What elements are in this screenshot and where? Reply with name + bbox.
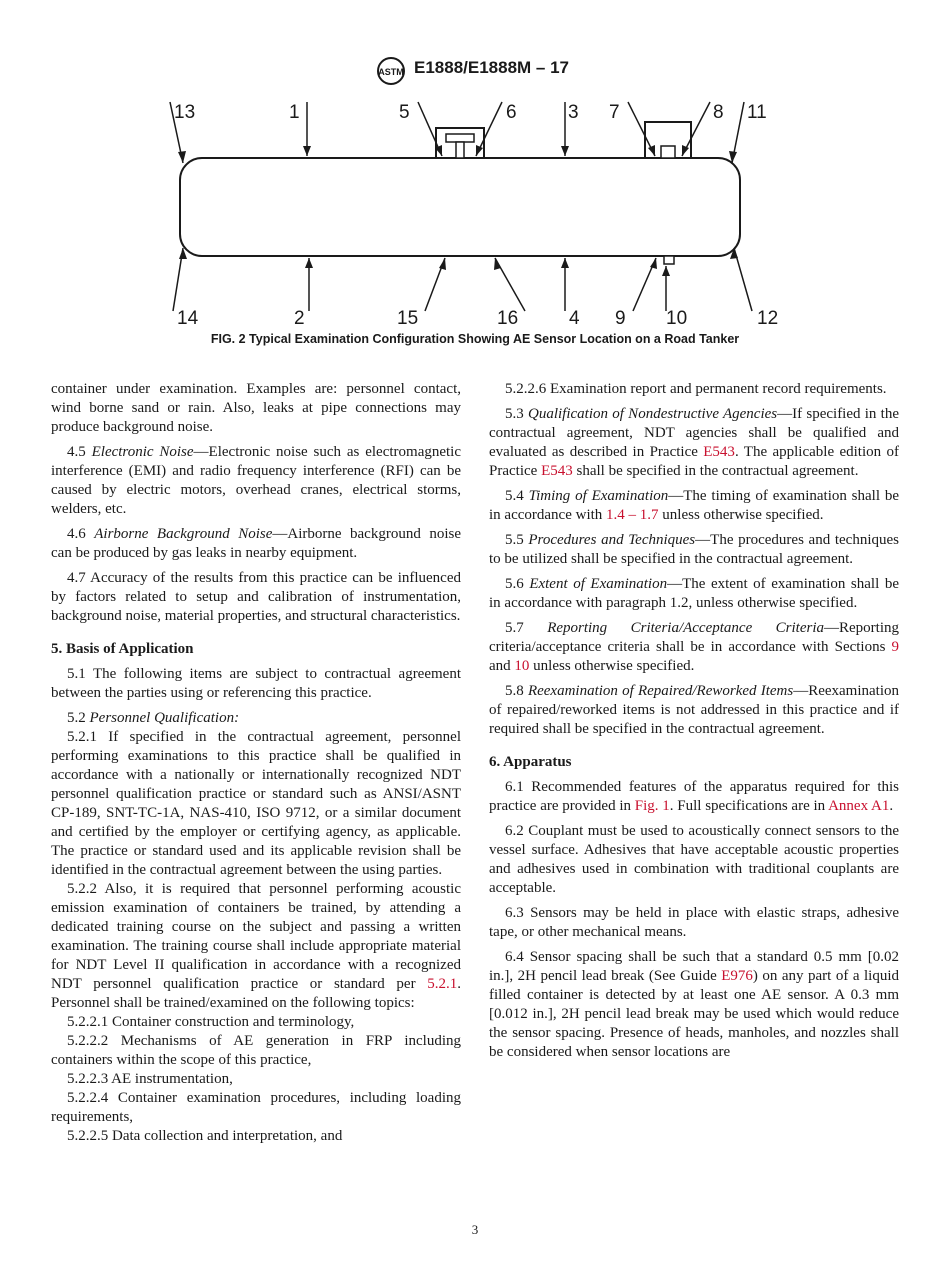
section-heading-5: 5. Basis of Application <box>51 641 194 657</box>
tank-body <box>180 158 740 256</box>
figure-road-tanker <box>0 88 950 336</box>
list-item: 5.2.2.1 Container construction and terminology, <box>67 1014 355 1030</box>
paragraph-5-8: 5.8 Reexamination of Repaired/Reworked Items—Reexamination of repaired/reworked items is not addressed in this practice and if required shall be specified in the contractual agreement. <box>489 683 900 737</box>
section-heading-6: 6. Apparatus <box>489 754 572 770</box>
paragraph-5-1: 5.1 The following items are subject to contractual agreement between the parties using or referencing this practice. <box>51 666 461 701</box>
right-column <box>489 380 899 1068</box>
list-item: 5.2.2.3 AE instrumentation, <box>67 1071 233 1087</box>
label-5: 5 <box>399 102 410 123</box>
astm-logo-icon <box>372 56 410 86</box>
paragraph-5-7: 5.7 Reporting Criteria/Acceptance Criteria—Reporting criteria/acceptance criteria shall be in accordance with Sections 9 and 10 unless otherwise specified. <box>489 620 900 674</box>
svg-text:ASTM: ASTM <box>378 67 404 77</box>
label-8: 8 <box>713 102 724 123</box>
label-13: 13 <box>174 102 196 123</box>
label-4: 4 <box>569 308 580 329</box>
list-item: 5.2.2.6 Examination report and permanent record requirements. <box>505 381 887 397</box>
label-12: 12 <box>757 308 779 329</box>
list-item: 5.2.2.2 Mechanisms of AE generation in FRP including containers within the scope of this practice, <box>51 1033 461 1068</box>
page-header <box>0 56 950 86</box>
label-14: 14 <box>177 308 199 329</box>
link-1-4-1-7[interactable]: 1.4 – 1.7 <box>606 507 659 523</box>
link-e976[interactable]: E976 <box>721 968 753 984</box>
paragraph-4-5: 4.5 Electronic Noise—Electronic noise such as electromagnetic interference (EMI) and radio frequency interference (RFI) can be caused by electric motors, overhead cranes, electrical storms, welders, etc. <box>51 444 461 517</box>
label-16: 16 <box>497 308 519 329</box>
paragraph-4-6: 4.6 Airborne Background Noise—Airborne background noise can be produced by gas leaks in nearby equipment. <box>51 526 462 561</box>
list-item: 5.2.2.4 Container examination procedures, including loading requirements, <box>51 1090 461 1125</box>
left-column <box>51 380 461 1146</box>
tanker-diagram <box>0 88 950 336</box>
paragraph-5-3: 5.3 Qualification of Nondestructive Agencies—If specified in the contractual agreement, NDT agencies shall be qualified and evaluated as described in Practice E543. The applicable edition of Practice E543 shall be specified in the contractual agreement. <box>489 406 900 479</box>
label-1: 1 <box>289 102 300 123</box>
figure-caption: FIG. 2 Typical Examination Configuration Showing AE Sensor Location on a Road Tanker <box>210 332 740 346</box>
label-7: 7 <box>609 102 620 123</box>
paragraph-6-2: 6.2 Couplant must be used to acoustically connect sensors to the vessel surface. Adhesives that have acceptable acoustic properties and adhesives used in combination with traditional couplants are acceptable. <box>489 823 899 896</box>
paragraph-5-2-2: 5.2.2 Also, it is required that personnel performing acoustic emission examination of containers be trained, by attending a dedicated training course on the subject and passing a written examination. The training course shall include appropriate material for NDT Level II qualification in accordance with a recognized NDT personnel qualification practice or standard per 5.2.1. Personnel shall be trained/examined on the following topics: <box>51 881 461 1011</box>
label-15: 15 <box>397 308 419 329</box>
label-6: 6 <box>506 102 517 123</box>
label-2: 2 <box>294 308 305 329</box>
paragraph-4-7: 4.7 Accuracy of the results from this practice can be influenced by factors related to setup and calibration of instrumentation, background noise, material properties, and structural characteristics. <box>51 570 461 624</box>
label-9: 9 <box>615 308 626 329</box>
link-fig-1[interactable]: Fig. 1 <box>634 798 670 814</box>
paragraph-5-2-1: 5.2.1 If specified in the contractual agreement, personnel performing examinations to this practice shall be qualified in accordance with a nationally or internationally recognized NDT personnel qualification practice or standard such as ANSI/ASNT CP-189, SNT-TC-1A, NAS-410, ISO 9712, or a similar document and certified by the employer or certifying agency, as applicable. The practice or standard used and its applicable revision shall be identified in the contractual agreement between the using parties. <box>51 729 461 878</box>
link-5-2-1[interactable]: 5.2.1 <box>427 976 458 992</box>
label-10: 10 <box>666 308 688 329</box>
standard-designation: E1888/E1888M – 17 <box>414 58 570 77</box>
page-number: 3 <box>471 1222 479 1237</box>
link-e543[interactable]: E543 <box>541 463 573 479</box>
label-11: 11 <box>747 102 767 123</box>
paragraph-6-3: 6.3 Sensors may be held in place with elastic straps, adhesive tape, or other mechanical means. <box>489 905 899 940</box>
paragraph-5-5: 5.5 Procedures and Techniques—The procedures and techniques to be utilized shall be specified in the contractual agreement. <box>489 532 899 567</box>
paragraph-6-4: 6.4 Sensor spacing shall be such that a standard 0.5 mm [0.02 in.], 2H pencil lead break (See Guide E976) on any part of a liquid filled container is detected by at least one AE sensor. A 0.3 mm [0.012 in.], 2H pencil lead break may be used which would reduce the sensor spacing. Presence of heads, manholes, and nozzles shall be considered when sensor locations are <box>489 949 899 1060</box>
paragraph-5-2: 5.2 Personnel Qualification: <box>67 710 240 726</box>
paragraph-6-1: 6.1 Recommended features of the apparatus required for this practice are provided in Fig. 1. Full specifications are in Annex A1. <box>489 779 899 814</box>
link-section-10[interactable]: 10 <box>514 658 530 674</box>
label-3: 3 <box>568 102 579 123</box>
paragraph-5-6: 5.6 Extent of Examination—The extent of examination shall be in accordance with paragraph 1.2, unless otherwise specified. <box>489 576 899 611</box>
paragraph: container under examination. Examples are: personnel contact, wind borne sand or rain. Also, leaks at pipe connections may produce background noise. <box>51 381 461 435</box>
bottom-outlet <box>664 256 674 264</box>
link-section-9[interactable]: 9 <box>891 639 899 655</box>
link-annex-a1[interactable]: Annex A1 <box>828 798 890 814</box>
list-item: 5.2.2.5 Data collection and interpretation, and <box>67 1128 343 1144</box>
paragraph-5-4: 5.4 Timing of Examination—The timing of examination shall be in accordance with 1.4 – 1.7 unless otherwise specified. <box>489 488 899 523</box>
link-e543[interactable]: E543 <box>703 444 735 460</box>
